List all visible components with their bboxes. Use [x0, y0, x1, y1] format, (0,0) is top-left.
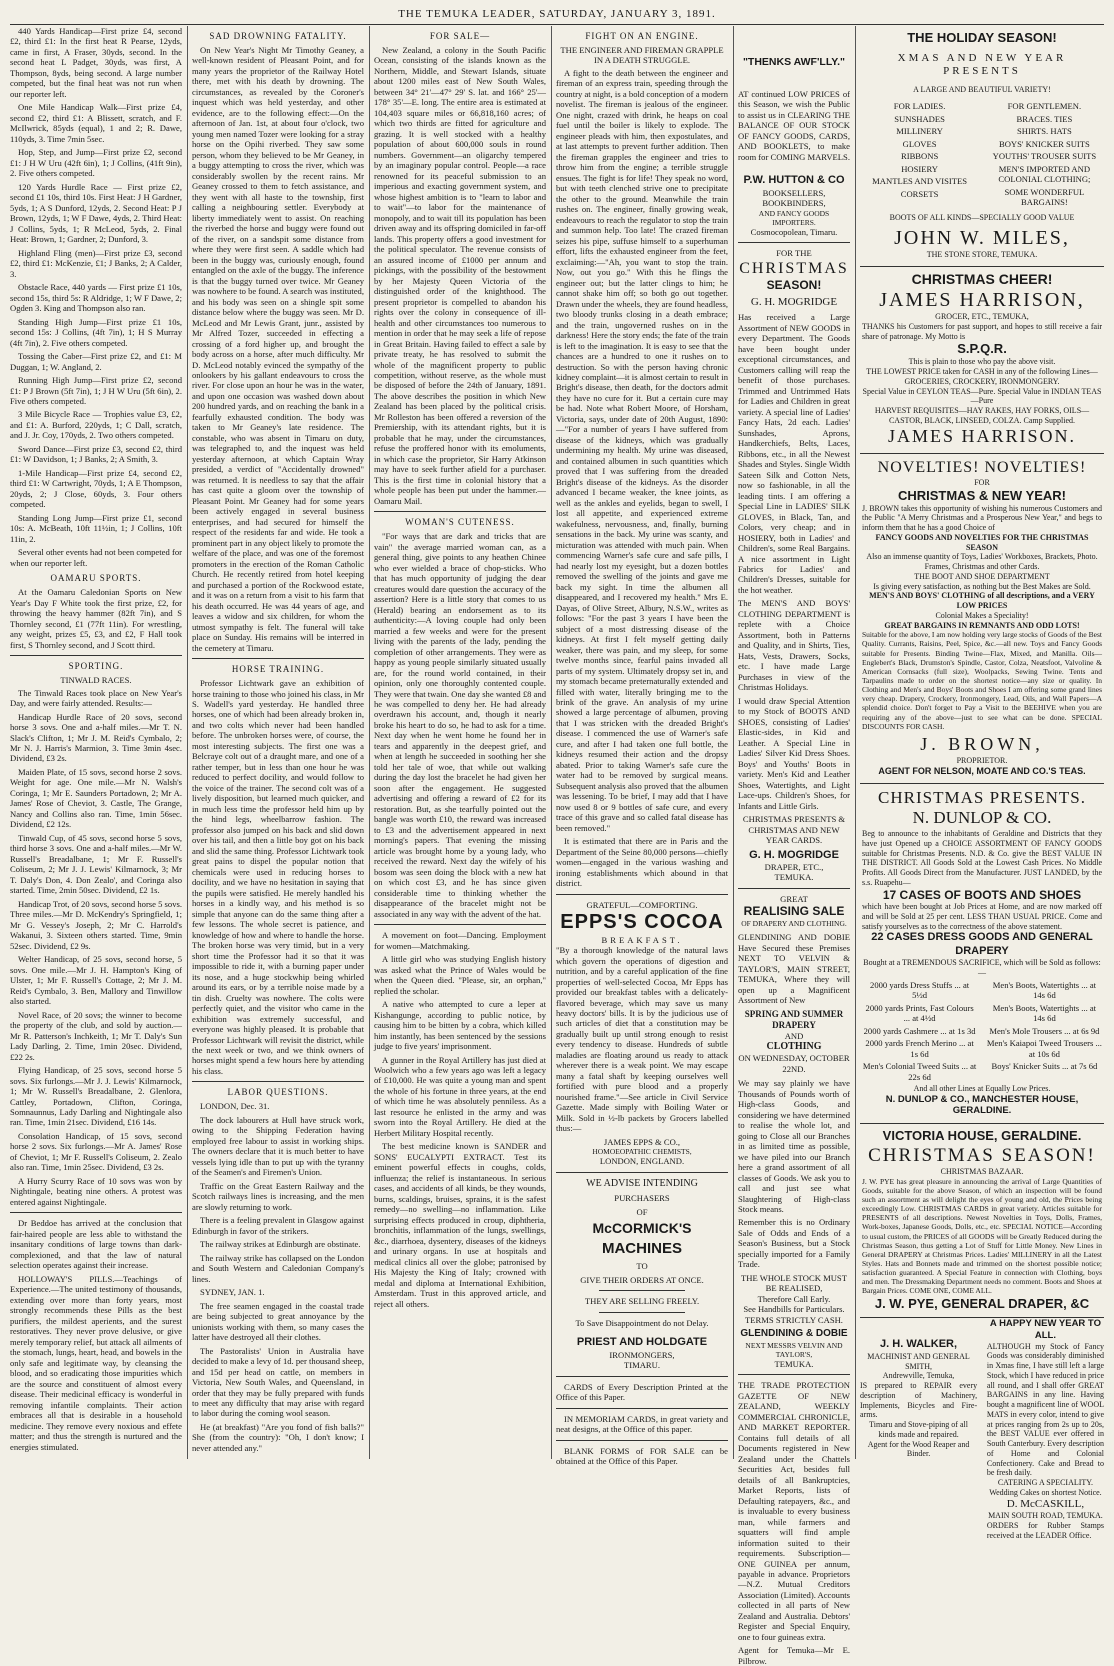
- paragraph: The railway strikes at Edinburgh are obstinate.: [200, 1239, 361, 1250]
- spqr-motto: S.P.Q.R.: [957, 341, 1007, 357]
- mcc-machines: MACHINES: [601, 1240, 682, 1258]
- paragraph: A movement on foot—Dancing. Employment for women—Matchmaking.: [374, 930, 546, 951]
- rubber-stamps: ORDERS for Rubber Stamps received at the LEADER Office.: [986, 1520, 1104, 1540]
- harrison-name-2: JAMES HARRISON.: [887, 425, 1077, 446]
- catering: CATERING A SPECIALITY.: [997, 1478, 1094, 1488]
- nelson-agent: AGENT FOR NELSON, MOATE AND CO.'S TEAS.: [878, 765, 1086, 776]
- list-item: HOSIERY: [901, 163, 938, 174]
- paragraph: Highland Fling (men)—First prize £3, second £2, third £1: McKenzie, £1; J Banks, 2; A Calder, 3.: [10, 247, 182, 279]
- column-3: [374, 26, 546, 1459]
- mcc-line-8: THEY ARE SELLING FREELY.: [584, 1296, 700, 1307]
- cases-22: 22 CASES DRESS GOODS AND GENERAL DRAPERY: [871, 931, 1093, 957]
- epps-tagline: GRATEFUL—COMFORTING.: [586, 899, 698, 910]
- drapery-clothing: OF DRAPERY AND CLOTHING.: [741, 919, 847, 929]
- paragraph: The best medicine known is SANDER and SONS' EUCALYPTI EXTRACT. Test its eminent powerful effects in coughs, colds, influenza; the relief is instantaneous. In serious cases, and accidents of all kinds, be they wounds, burns, scaldings, bruises, sprains, it is the safest remedy—no swelling—no inflammation. Like surprising effects produced in croup, diphtheria, bronchitis, inflammation of the lungs, swellings, &c., diarrhoea, dysentery, diseases of the kidneys and urinary organs. In use at hospitals and medical clinics all over the globe; patronised by His Majesty the King of Italy; crowned with medal and diploma at International Exhibition, Amsterdam. Trust in this approved article, and reject all others.: [374, 1141, 546, 1309]
- walker-body-2: Timaru and Stove-piping of all kinds made and repaired.: [869, 1420, 968, 1439]
- dunlop-body-1: Beg to announce to the inhabitants of Geraldine and Districts that they have just Opened up a CHOICE ASSORTMENT OF FANCY GOODS suitable for Christmas Presents. N.D. & Co. give the BEST VALUE IN THE DISTRICT. All Goods Sold at the Lowest Cash Prices. No Middle Profits. All Goods Direct from the Manufacturer. JUST LANDED, by the s.s. Ruapehu—: [862, 829, 1102, 887]
- ladies-list: [862, 99, 977, 209]
- holiday-headline: THE HOLIDAY SEASON!: [907, 30, 1057, 45]
- engine-body: [556, 68, 728, 889]
- paragraph: A little girl who was studying English history was asked what the Prince of Wales would be when the Queen died. "Please, sir, an orphan," replied the scholar.: [374, 954, 546, 996]
- labor-body: [192, 1101, 364, 1453]
- mcc-line-7: GIVE THEIR ORDERS AT ONCE.: [580, 1274, 704, 1285]
- paragraph: "For ways that are dark and tricks that are vain" the average married woman can, as a general thing, give points to any heathen Chinee who ever wielded a brace of chop-sticks. Who that has much opportunity of judging the dear creatures would dare question the accuracy of the assertion? Here is a little story that comes to us (Herald) bearing an endorsement as to its authenticity:—A loving couple had only been married a few weeks and were for the present living with the parents of the lady, pending the completion of other arrangements. They were as happy as young people similarly situated usually are, for the round world contained, in their opinion, only one thoroughly contented couple. They were that twain. One day she wanted £8 and he was compelled to deny her. He had already overdrawn his account, and, though it nearly broke his heart to do so, he had to ask for a time. Next day when he went home he found her in tears and apparently in the deepest grief, and when at length he succeeded in soothing her she told her tale of woe, that while out walking during the day lost the bracelet he had given her soon after the engagement. He suggested advertising and offering a reward of £2 for its restoration. But, as she tearfully pointed out the bangle was worth £10, the reward was increased to £3 and the advertisement appeared in next morning's papers. That evening the missing article was brought home by a young lady, who received the reward. Next day the wifely of his bosom was seen doing the block with a new hat on which cost £3, and he has since given considerable time to thinking whether the disappearance of the bracelet might not be associated in any way with the advent of the hat.: [374, 531, 546, 919]
- walker-body: IS prepared to REPAIR every description of Machinery, Implements, Bicycles and Fire-arms.: [860, 1381, 978, 1420]
- paragraph: The Pastoralists' Union in Australia have decided to make a levy of 1d. per thousand sheep, and 15d per head on cattle, on members in Victoria, New South Wales, and Queensland, in order that they may be fully prepared with funds to meet any difficulty that may arise with regard to labor during the coming wool season.: [192, 1345, 364, 1419]
- paragraph: SYDNEY, JAN. 1.: [200, 1287, 265, 1298]
- tinwald-heading: TINWALD RACES.: [60, 675, 132, 686]
- glendining-town: TEMUKA.: [774, 1358, 814, 1369]
- harvest-requisites: HARVEST REQUISITES—HAY RAKES, HAY FORKS, OILS—CASTOR, BLACK, LINSEED, COLZA. Camp Supplied.: [874, 406, 1090, 425]
- pye-ad: [860, 1124, 1104, 1318]
- list-item: CORSETS: [900, 188, 939, 199]
- column-1: [10, 26, 182, 1459]
- brown-body-1: J. BROWN takes this opportunity of wishing his numerous Customers and the Public "A Merry Christmas and a Prosperous New Year," and begs to inform them that he has a good Choice of: [862, 503, 1102, 533]
- paragraph: The free seamen engaged in the coastal trade are being subjected to great annoyance by the unionists working with them, so many cases the latter have destroyed all their clothes.: [192, 1300, 364, 1343]
- cards-notice: CARDS of Every Description Printed at the Office of this Paper.: [556, 1381, 728, 1403]
- presents-headline: CHRISTMAS PRESENTS.: [878, 787, 1086, 807]
- list-item: MILLINERY: [896, 126, 943, 137]
- paragraph: The Tinwald Races took place on New Year's Day, and were fairly attended. Results:—: [10, 687, 182, 709]
- paragraph: Dr Beddoe has arrived at the conclusion that fair-haired people are less able to withstand the insanitary conditions of large towns than dark-complexioned, and that the law of natural selection operates against their increase.: [10, 1218, 182, 1271]
- dunlop-ad: [860, 784, 1104, 1124]
- whole-stock: THE WHOLE STOCK MUST BE REALISED,: [741, 1272, 847, 1294]
- mccormick-ad: [556, 1178, 728, 1371]
- col3-misc: [374, 930, 546, 1309]
- christmas-word: CHRISTMAS: [739, 259, 849, 277]
- ladies-gents-lists: [862, 99, 1102, 209]
- list-item: GLOVES: [902, 138, 937, 149]
- thenks-headline: "THENKS AWF'LLY.": [742, 56, 846, 68]
- hutton-importers: AND FANCY GOODS IMPORTERS.: [758, 208, 830, 227]
- list-item: SUNSHADES: [894, 113, 945, 124]
- sale-heading: FOR SALE—: [429, 31, 491, 41]
- epps-body: "By a thorough knowledge of the natural laws which govern the operations of digestion and nutrition, and by a careful application of the fine properties of well-selected Cocoa, Mr Epps has provided our breakfast tables with a delicately-flavored beverage, which may save us many heavy doctors' bills. It is by the judicious use of such articles of diet that a constitution may be gradually built up until strong enough to resist every tendency to disease. Hundreds of subtle maladies are floating around us ready to attack wherever there is a weak point. We may escape many a fatal shaft by keeping ourselves well fortified with pure blood and a properly nourished frame."—See article in Civil Service Gazette. Made simply with Boiling Water or Milk. Sold in ½-lb packets by Grocers labelled thus:—: [556, 945, 728, 1134]
- paragraph: Consolation Handicap, of 15 sovs, second horse 2 sovs. Six furlongs.—Mr A. James' Rose of Cheviot, 1; Mr F. Russell's Coliseum, 2. Zealo also ran. Time, 1min 25sec. Dividend, £3 2s.: [10, 1130, 182, 1173]
- mccaskill-name: D. McCASKILL,: [1006, 1497, 1085, 1510]
- labor-heading: LABOR QUESTIONS.: [227, 1087, 329, 1098]
- list-item: 2000 yards Dress Stuffs ... at 5½d: [870, 979, 970, 1001]
- list-item: BOYS' KNICKER SUITS: [998, 138, 1090, 149]
- brown-body-2: Also an immense quantity of Toys, Ladies' Workboxes, Brackets, Photo. Frames, Christmas and other Cards.: [866, 552, 1098, 572]
- paragraph: Handicap Trot, of 20 sovs, second horse 5 sovs. Three miles.—Mr D. McKendry's Springfield, 1; Mr G. Vessey's Joseph, 2; Mr C. Harrold's Wakanui, 3. Sixteen others started. Time, 9min 52sec. Dividend, £2 9s.: [10, 898, 182, 951]
- blank-forms-notice: BLANK FORMS of FOR SALE can be obtained at the Office of this Paper.: [556, 1445, 728, 1467]
- harrison-name: JAMES HARRISON,: [879, 288, 1085, 311]
- list-item: MEN'S IMPORTED AND COLONIAL CLOTHING;: [998, 163, 1091, 185]
- paragraph: Obstacle Race, 440 yards — First prize £1 10s, second 15s, third 5s: R Aldridge, 1; W F Dawe, 2; Ogden 3. King and Thompson also ran.: [10, 282, 182, 314]
- glendining-ad: [738, 894, 850, 1369]
- ceylon-teas: Special Value in CEYLON TEAS—Pure. Special Value in INDIAN TEAS—Pure: [862, 386, 1102, 406]
- mogridge-body-1: Has received a Large Assortment of NEW GOODS in every Department. The Goods have been bought under exceptional circumstances, and Customers calling will reap the benefit of those purchases. Trimmed and Untrimmed Hats for Ladies and Children in great variety. A special line of Ladies' Fancy Hats, 2d each. Ladies' Sunshades, Aprons, Handkerchiefs, Belts, Laces, Ribbons, etc., in all the Newest Shades and Styles. Single Width Sateen Silk and Cotton Nets, now so fashionable, in all the leading tints. I am offering a Special Line in LADIES' SILK GLOVES, in Black, Tan, and Colors, very cheap; and in HOSIERY, both in Ladies' and Children's, some Real Bargains. A nice assortment in Light Fabrics for Ladies' and Children's Dresses, suitable for the hot weather.: [738, 312, 850, 595]
- mcc-brand: McCORMICK'S: [592, 1220, 692, 1237]
- list-item: 2000 yards French Merino ... at 1s 6d: [865, 1038, 974, 1059]
- column-5: [738, 26, 850, 1666]
- mcc-line-6: TO: [636, 1261, 648, 1272]
- epps-firm-sub: HOMOEOPATHIC CHEMISTS,: [592, 1147, 692, 1157]
- walker-address: Andrewville, Temuka,: [882, 1371, 955, 1381]
- christmas-bazaar: CHRISTMAS BAZAAR.: [940, 1167, 1024, 1176]
- fancy-goods: FANCY GOODS AND NOVELTIES FOR THE CHRISTMAS SEASON: [875, 532, 1089, 552]
- mogridge-name-2: G. H. MOGRIDGE: [749, 848, 839, 861]
- gents-heading: FOR GENTLEMEN.: [1007, 101, 1082, 112]
- hutton-trade: BOOKSELLERS, BOOKBINDERS,: [762, 187, 826, 209]
- paragraph: Standing Long Jump—First prize £1, second 10s: A. McBeath, 10ft 11½in, 1; J Collins, 10ft 11in, 2.: [10, 512, 182, 544]
- mccaskill-body: ALTHOUGH my Stock of Fancy Goods was considerably diminished in Xmas fine, I have still left a large Stock, which I have reduced in price all round, and I shall offer GREAT BARGAINS in any line. Having bought a magnificent line of WOOL MATS in every color, intend to give at prices ranging from 2s up to 20s, the BEST VALUE ever offered in South Canterbury. Every description of Home and Colonial Confectionery. Cake and Bread to be fresh daily.: [986, 1341, 1104, 1478]
- trade-agent: Agent for Temuka—Mr E. Pilbrow.: [738, 1645, 850, 1666]
- cases-17: 17 CASES OF BOOTS AND SHOES: [882, 887, 1082, 902]
- priest-trade: IRONMONGERS,: [609, 1349, 675, 1360]
- variety-line: A LARGE AND BEAUTIFUL VARIETY!: [913, 84, 1051, 94]
- mogridge-town: TEMUKA.: [774, 872, 814, 883]
- season-word: SEASON!: [766, 278, 822, 293]
- mens-clothing: MEN'S AND BOYS' CLOTHING of all descriptions, and a VERY LOW PRICES: [869, 591, 1095, 611]
- mogridge-ad: [738, 248, 850, 883]
- dunlop-name: N. DUNLOP & CO.: [912, 808, 1052, 828]
- list-item: SOME WONDERFUL BARGAINS!: [1004, 186, 1085, 208]
- paragraph: The dock labourers at Hull have struck work, owing to the Shipping Federation having employed free labour to assist in working ships. The owners declare that it is much better to have vessels lying idle than to put up with the tyranny of the Seamen's and Firemen's Union.: [192, 1114, 364, 1178]
- happy-new-year: A HAPPY NEW YEAR TO ALL.: [989, 1318, 1101, 1342]
- list-item: BRACES. TIES: [1016, 113, 1073, 124]
- oamaru-heading: OAMARU SPORTS.: [50, 573, 142, 584]
- list-item: YOUTHS' TROUSER SUITS: [992, 151, 1097, 162]
- christmas-season: CHRISTMAS SEASON!: [868, 1144, 1096, 1166]
- xmas-presents: XMAS AND NEW YEAR PRESENTS: [897, 51, 1067, 78]
- and-word: AND: [784, 1030, 804, 1041]
- woman-body: [374, 531, 546, 919]
- column-4: [556, 26, 728, 1467]
- masthead: THE TEMUKA LEADER, SATURDAY, JANUARY 3, 1891.: [10, 8, 1104, 25]
- mogridge-name: G. H. MOGRIDGE: [750, 295, 838, 308]
- paragraph: Standing High Jump—First prize £1 10s, second 15s: J Collins, (4ft 7in), 1; H S Murray (4ft 7in), 2. Five others competed.: [10, 316, 182, 348]
- walker-agent: Agent for the Wood Reaper and Binder.: [867, 1439, 970, 1459]
- priest-holdgate: PRIEST AND HOLDGATE: [576, 1336, 708, 1349]
- mccaskill-ad: [987, 1318, 1104, 1540]
- harrison-trade: GROCER, ETC., TEMUKA,: [935, 312, 1029, 322]
- memorial-notice: IN MEMORIAM CARDS, in great variety and neat designs, at the Office of this paper.: [556, 1413, 728, 1435]
- price-list: [862, 978, 1102, 1084]
- mogridge-body-2: The MEN'S AND BOYS' CLOTHING DEPARTMENT is replete with a Choice Assortment, both in Patterns and Quality, and in Shirts, Ties, Hats, Vests, Drawers, Socks, etc. I have made Large Purchases in view of the Christmas Holidays.: [738, 598, 850, 693]
- epps-subtitle: BREAKFAST.: [601, 934, 683, 945]
- dunlop-body-4: And all other Lines at Equally Low Prices.: [913, 1084, 1051, 1094]
- list-item: 2000 yards Prints, Fast Colours ... at 4½d: [865, 1002, 974, 1024]
- price-list-left: [862, 978, 977, 1084]
- lowest-price: THE LOWEST PRICE taken for CASH in any of the following Lines—GROCERIES, CROCKERY, IRONMONGERY.: [866, 367, 1098, 386]
- harrison-body: THANKS his Customers for past support, and hopes to still receive a fair share of patronage. My Motto is: [862, 321, 1102, 341]
- miles-address: THE STONE STORE, TEMUKA.: [926, 249, 1038, 259]
- wedding-cakes: Wedding Cakes on shortest Notice.: [989, 1487, 1102, 1497]
- priest-town: TIMARU.: [623, 1360, 661, 1371]
- dunlop-footer: N. DUNLOP & CO., MANCHESTER HOUSE, GERALDINE.: [885, 1093, 1079, 1117]
- sporting-heading: SPORTING.: [68, 661, 124, 672]
- clothing-word: CLOTHING: [766, 1041, 822, 1053]
- mogridge-trade: DRAPER, ETC.,: [764, 861, 824, 872]
- walker-name: J. H. WALKER,: [880, 1338, 958, 1351]
- paragraph: Tinwald Cup, of 45 sovs, second horse 5 sovs, third horse 3 sovs. One and a-half miles.—Mr W. Russell's Breadalbane, 1; Mr F. Russell's Coliseum, 2; Mr J. J. Lewis' Kilmarnock, 3; Mr T. Daly's Don, 4. Don Zealo', and Coringa also started. Time, 2min 50sec. Dividend, £2 1s.: [10, 832, 182, 896]
- mcc-line-2: PURCHASERS: [614, 1193, 670, 1204]
- paragraph: Sword Dance—First prize £3, second £2, third £1: W Davidson, 1; J Banks, 2; A Smith, 3.: [10, 443, 182, 465]
- novelties-headline: NOVELTIES! NOVELTIES!: [877, 459, 1087, 477]
- mcc-line-3: OF: [636, 1206, 648, 1217]
- horse-body: [192, 678, 364, 1076]
- list-item: Men's Boots, Watertights ... at 14s 6d: [992, 1002, 1097, 1024]
- paragraph: There is a feeling prevalent in Glasgow against Edinburgh in favor of the strikers.: [192, 1215, 364, 1236]
- list-item: Men's Boots, Watertights ... at 14s 6d: [992, 979, 1097, 1001]
- list-item: Men's Mole Trousers ... at 6s 9d: [989, 1025, 1100, 1036]
- walker-trade: MACHINIST AND GENERAL SMITH,: [867, 1351, 970, 1371]
- dunlop-body-3: Bought at a TREMENDOUS SACRIFICE, which will be Sold as follows:—: [863, 958, 1101, 977]
- terms-cash: TERMS STRICTLY CASH.: [745, 1314, 843, 1325]
- glendining-body-2: We may say plainly we have Thousands of Pounds worth of High-class Goods, and considering we have determined to realise the whole lot, and going to Close all our Branches in as limited time as possible, we have piled into our Branch here a grand assortment of all classes of Goods. We ask you to call and just see what Slaughtering of High-class Stock means.: [738, 1078, 850, 1214]
- for-word: FOR: [974, 477, 990, 487]
- great-bargains: GREAT BARGAINS IN REMNANTS AND ODD LOTS!: [884, 620, 1080, 630]
- mogridge-body-3: I would draw Special Attention to my Stock of BOOTS AND SHOES, consisting of Ladies' Elastic-sides, in Kid and Leather. A Special Line in Ladies' Silver Kid Dress Shoes. Boys' and Youths' Boots in variety. Men's Kid and Leather Shoes, Watertights, and Light Lace-ups. Children's Shoes, for Infants and Little Girls.: [738, 695, 850, 811]
- paragraph: Handicap Hurdle Race of 20 sovs, second horse 3 sovs. One and a-half miles.—Mr T. N. Slack's Clifton, 1; Mr J. M. Reid's Cymbalo, 2; Mr N. J. Harris's Marmion, 3. Time 3min 4sec. Dividend, £3 2s.: [10, 711, 182, 764]
- cheer-headline: CHRISTMAS CHEER!: [911, 270, 1053, 287]
- epps-firm: JAMES EPPS & CO.,: [603, 1136, 681, 1147]
- walker-ad: [860, 1318, 977, 1540]
- paragraph: Maiden Plate, of 15 sovs, second horse 2 sovs. Weight for age. One mile.—Mr N. Walsh's Coringa, 1; Mr E. Saunders Portadown, 2; Mr A. James' Rose of Cheviot, 3. Castle, The Grange, Nancy and Collins also ran. Time, 1min 56sec. Dividend, £2 12s.: [10, 766, 182, 830]
- paragraph: 3 Mile Bicycle Race — Trophies value £3, £2, and £1: A. Burford, 220yds, 1; C Dall, scratch, and J. Jr. Coy, 170yds, 2. Two others competed.: [10, 409, 182, 441]
- mcc-line-1: WE ADVISE INTENDING: [586, 1177, 698, 1189]
- paragraph: HOLLOWAY'S PILLS.—Teachings of Experience.—The united testimony of thousands, extending over more than forty years, most strongly recommends these Pills as the best purifiers, the mildest aperients, and the surest restoratives. They never prove delusive, or give merely temporary relief, but attack all ailments of the stomach, lungs, heart, head, and bowels in the only safe and legitimate way, by cleansing the blood, and so eradicating those impurities which are the source and constituent of almost every disease. Their medicinal efficacy is wonderful in removing infantile complaints. Their action embraces all that is desirable in a household medicine. They remove every noxious and effete matter; and thus the strength is nurtured and the energies stimulated.: [10, 1273, 182, 1452]
- column-2: [192, 26, 364, 1459]
- boot-dept: THE BOOT AND SHOE DEPARTMENT: [914, 571, 1050, 581]
- paragraph: Hop, Step, and Jump—First prize £2, second £1: J H W Uru (42ft 6in), 1; J Collins, (41ft 9in), 2. Five others competed.: [10, 147, 182, 179]
- paragraph: Traffic on the Great Eastern Railway and the Scotch railways lines is increasing, and the men are slowly returning to work.: [192, 1180, 364, 1212]
- column-6: [860, 26, 1104, 1540]
- epps-address: LONDON, ENGLAND.: [599, 1156, 685, 1167]
- paragraph: Welter Handicap, of 25 sovs, second horse, 5 sovs. One mile.—Mr J. H. Hampton's King of Ulster, 1; Mr F. Russell's Cottage, 2; Mr J. M. Reid's Cymbalo, 3. Ben, Mallory and Tinwillow also started.: [10, 954, 182, 1007]
- glendining-body-3: Remember this is no Ordinary Sale of Odds and Ends of a Season's Business, but a Stock specially imported for a Family Trade.: [738, 1217, 850, 1270]
- colonial-makes: Colonial Makes a Speciality!: [935, 610, 1029, 620]
- paragraph: Professor Lichtwark gave an exhibition of horse training to those who joined his class, in Mr S. Wadell's yard yesterday. He handled three horses, one of which had been already broken in, and two colts which never had been handled before. The unbroken horses were, of course, the most interesting subjects. The first one was a Belcraye colt out of a draught mare, and one of a rather temper, but in less than one hour he was reduced to perfect docility, and would follow to the voice of the trainer. The second colt was of a lively disposition, but learned much quicker, and in much less time the professor held him up by the hind legs, wheelbarrow fashion. The professor also jumped on his back and slid down over his tail, and then a little boy got on his back and slid the same thing. Professor Lichtwark took great pains to dispel the popular notion that chemicals were used in reducing horses to docility, and we have no hesitation in saying that the pupils were satisfied. He merely handled his horses in a kindly way, and his method is so simple that anyone can do the same thing after a few lessons. The whole secret is patience, and knowledge of how and where to handle the horse. The broken horse was very timid, but in a very short time the Professor had it so that it was impossible to ride it, with a burning paper under its nose, and a huge stockwhip being whirled around its ears, or by a terrible noise made by a tin dish. Cruelty was nowhere. The colts were perfectly quiet, and the visitor who came in the exhibition was extremely successful, and everyone was highly pleased. It is probable that Professor Lichtwark will revisit the district, while the next week or two, and we think owners of horses might spend a few hours here by attending his class.: [192, 678, 364, 1076]
- columns: [10, 26, 1104, 1666]
- tinwald-body: [10, 688, 182, 1208]
- miles-ad: [860, 26, 1104, 267]
- for-the: FOR THE: [776, 248, 812, 259]
- woman-heading: WOMAN'S CUTENESS.: [405, 517, 515, 528]
- misc-notes: [10, 1218, 182, 1452]
- list-item: RIBBONS: [900, 151, 939, 162]
- engine-subheading: THE ENGINEER AND FIREMAN GRAPPLE IN A DEATH STRUGGLE.: [560, 44, 724, 66]
- sports-results: [10, 26, 182, 568]
- spqr-body: This is plain to those who pay the above visit.: [908, 357, 1056, 367]
- price-list-right: [987, 978, 1102, 1084]
- mogridge-footer: CHRISTMAS PRESENTS & CHRISTMAS AND NEW YEAR CARDS.: [742, 814, 846, 846]
- miles-name: JOHN W. MILES,: [894, 226, 1070, 249]
- list-item: Boys' Knicker Suits ... at 7s 6d: [991, 1061, 1098, 1072]
- glendining-body-1: GLENDINING AND DOBIE Have Secured these Premises NEXT TO VELVIN & TAYLOR'S, MAIN STREET, TEMUKA, Where they will open up a Magnificent Assortment of New: [738, 932, 850, 1006]
- paragraph: Several other events had not been competed for when our reporter left.: [10, 547, 182, 568]
- paragraph: LONDON, Dec. 31.: [200, 1101, 270, 1112]
- paragraph: 440 Yards Handicap—First prize £4, second £2, third £1: In the first heat R Pearse, 12yds, came in first, A Fraser, 30yds, second. In the second heat L Padget, 30yds, was first, A Thompson, 8yds, being second. A large number competed, but the final heat was not run when our reporter left.: [10, 26, 182, 99]
- horse-heading: HORSE TRAINING.: [231, 664, 325, 675]
- drowning-body: [192, 45, 364, 653]
- paragraph: A fight to the death between the engineer and fireman of an express train, speeding through the country at night, is a bold conception of a modern novelist. The fireman is jealous of the engineer. One night, crazed with drink, he heaps on coal fuel until the boiler is likely to explode. The engineer pleads with him, then expostulates, and at last attempts to prevent further addition. Then the fireman grapples the engineer and tries to throw him from the engine; a terrible struggle ensues. The fight is for life! They speak no word, but with teeth clenched strive one to precipitate the other to the ground. Meanwhile the train rushes on. The engineer, finally growing weak, endeavours to reach the regulator to stop the train and summon help. Too late! The crazed fireman seizes his pipe, suffuse himself to a superhuman effort, lifts the exhausted engineer from the feet, exclaiming:—"Ah, you want to stop the train. Now, out you go." With this he flings the engineer out; but the latter clings to him; he cannot shake him off; so both go out together. Drawn under the wheels, they are found headless, two bloody trunks closing in a death embrace; and the train, ungoverned rushes on in the darkness! Here the story ends; the fate of the train is left to the imagination. It is easy to see that the chances are a hundred to one it rushes on to destruction. So with the person having chronic kidney complaint—it is almost certain to result in Bright's disease, then death, for the doctors admit they have no cure for it. But a certain cure may be had. Note what Robert Moore, of Horsham, Victoria, says, under date of 20th August, 1890:—"For a number of years I have suffered from disease of the kidneys, which was gradually undermining my health. My urine was diseased, and contained albumen in such quantities which proved that I was suffering from the dreaded Bright's disease of the kidneys. As the disorder advanced I became weaker, the knee joints, as well as the ankles and eyelids, began to swell, I lost all appetite, and experienced extreme wakefulness, nervousness, and, finally, burning sensations in the back. My urine was scanty, and micturation was attended with much pain. When commencing Warner's safe cure and safe pills, I had nearly lost my eyesight, but a dozen bottles removed the swelling of the joints and gave me back my sight. In time the albumen all disappeared, and I recovered my health." Mrs E. Dayas, of Olive Street, Albury, N.S.W., writes as follows: "For the past 3 years I have been the subject of a most distressing disease of the kidneys. At first I felt myself getting daily weaker, there was pain, and my sleep, for some twelve months since, fearful pains invaded all parts of my system. Ultimately dropsy set in, and my stomach became preternaturally extended and filled with water, literally bringing me to the brink of the grave. An analysis of my urine showed a large percentage of albumen, proving that I was stricken with the dreaded Bright's disease. I commenced the use of Warner's safe cure, and after I had taken one full bottle, the kidneys resumed their action and the dropsy abated. Prior to taking Warner's safe cure the water had to be removed by surgical means. Subsequent analysis also proved that the albumen was lessening. To be brief, I may add that I have now used 8 or 9 bottles of safe cure, and every trace of this grave and so called fatal disease has been removed.": [556, 67, 728, 833]
- paragraph: 120 Yards Hurdle Race — First prize £2, second £1 10s, third 10s. First Heat: J H Gardner, 5yds, 1; A S Dunford, 12yds, 2. Second Heat: P J Brown, 12yds, 1; W F Dawe, 4yds, 2. Third Heat: J Collins, 5yds, 1; R McLeod, 5yds, 2. Final Heat: Brown, 1; Gardner, 2; Dunford, 3.: [10, 181, 182, 245]
- brown-body-4: Suitable for the above, I am now holding very large stocks of Goods of the Best Quality. Currants, Raisins, Peel, Spice, &c.—all new. Toys and Fancy Goods suitable for Presents. Binding Twine—Flax, Mixed, and Manilla. Oils—Englebert's Black, Drumston's Spindle, Castor, Colza, Neatsfoot, Valvoline & American Cornsacks (full size), Woolpacks, Sewing Twine. Tents and Tarpaulins made to order on the shortest notice—any size or quality. In Clothing and Men's and Boys' Boots and Shoes I am offering some grand lines very cheap. Drapery, Crockery, Ironmongery, Lead, Oils, and Wall Papers—A splendid choice. Don't forget to Pay a Visit to the BEEHIVE when you are requiring any of the above—just to see what can be done. SPECIAL DISCOUNTS FOR CASH.: [862, 630, 1102, 731]
- paragraph: One Mile Handicap Walk—First prize £4, second £2, third £1: A Blissett, scratch, and F. McIlwrick, 85yds (equal), 1 and 2; R. Dawe, 110yds, 3. Time 7min 5sec.: [10, 102, 182, 144]
- paragraph: It is estimated that there are in Paris and the Department of the Seine 80,000 persons—chiefly women—engaged in the various washing and ironing establishments which abound in that district.: [556, 836, 728, 889]
- list-item: Men's Colonial Tweed Suits ... at 22s 6d: [862, 1061, 977, 1082]
- harrison-ad: [860, 267, 1104, 455]
- ladies-heading: FOR LADIES.: [893, 101, 946, 112]
- list-item: MANTLES AND VISITES: [872, 176, 968, 187]
- epps-cocoa-ad: [556, 900, 728, 1167]
- paragraph: 1-Mile Handicap—First prize £4, second £2, third £1: W Cartwright, 70yds, 1; A E Thompson, 20yds, 2; J Close, 60yds, 3. Four others competed.: [10, 467, 182, 510]
- paragraph: Tossing the Caber—First prize £2, and £1: M Duggan, 1; W. Angland, 2.: [10, 351, 182, 372]
- paragraph: He (at breakfast) "Are you fond of fish balls?" She (from the country): "Oh, I don't know; I never attended any.": [192, 1421, 364, 1453]
- mcc-line-9: To Save Disappointment do not Delay.: [575, 1317, 709, 1328]
- glendining-name: GLENDINING & DOBIE: [740, 1328, 848, 1340]
- opening-date: ON WEDNESDAY, OCTOBER 22ND.: [738, 1053, 850, 1074]
- list-item: Men's Kaiapoi Tweed Trousers ... at 10s 6d: [986, 1038, 1102, 1059]
- trade-gazette: THE TRADE PROTECTION GAZETTE OF NEW ZEALAND, WEEKLY COMMERCIAL CHRONICLE, AND MARKET REPORTER. Contains full details of all Documents registered in New Zealand under the Chattels Securities Act, besides full details of all Bankruptcies, Market Reports, lists of Defaulting ratepayers, &c., and is invaluable to every business man, while farmers and squatters will find ample information suited to their requirements. Subscription—ONE GUINEA per annum, payable in advance. Proprietors—N.Z. Mutual Creditors Association (Limited). Accounts collected in all parts of New Zealand and Australia. Debtors' Register and Special Enquiry, one to four guineas extra.: [738, 1380, 850, 1642]
- glendining-address: NEXT MESSRS VELVIN AND TAYLOR'S,: [745, 1340, 843, 1359]
- dunlop-body-2: which have been bought at Job Prices at Home, and are now marked off and will be Sold at 25 per cent. LESS THAN USUAL PRICE. Come and satisfy yourselves as to the correctness of the above statement.: [862, 902, 1102, 931]
- mccaskill-address: MAIN SOUTH ROAD, TEMUKA.: [988, 1511, 1103, 1520]
- boots-line: BOOTS OF ALL KINDS—SPECIALLY GOOD VALUE: [889, 212, 1075, 222]
- paragraph: A native who attempted to cure a leper at Kishangunge, according to public notice, by causing him to be bitten by a cobra, which killed him instantly, has been sentenced by the sessions judge to five years' imprisonment.: [374, 999, 546, 1052]
- thenks-body: AT continued LOW PRICES of this Season, we wish the Public to assist us in CLEARING THE BALANCE OF OUR STOCK OF FANCY GOODS, CARDS, AND BOOKLETS, to make room for COMING MARVELS.: [738, 88, 850, 162]
- paragraph: A gunner in the Royal Artillery has just died at Woolwich who a few years ago was left a legacy of £10,000. He was quite a young man and spent the whole of his fortune in three years, at the end of which time he was absolutely penniless. As a last resource he enlisted in the army and was sworn into the Royal Artillery. He died at the Herbert Military Hospital recently.: [374, 1054, 546, 1138]
- drowning-heading: SAD DROWNING FATALITY.: [209, 31, 347, 41]
- paragraph: Running High Jump—First prize £2, second £1: P J Brown (5ft 7in), 1; J H W Uru (5ft 6in), 2. Five others competed.: [10, 375, 182, 406]
- handbills: See Handbills for Particulars.: [743, 1304, 845, 1315]
- paragraph: Novel Race, of 20 sovs; the winner to become the property of the club, and sold by auction.—Mr R. Patterson's Inchkeith, 1; Mr T. Daly's Sun Lady Darling, 2. Time, 1min 20sec. Dividend, £22 2s.: [10, 1009, 182, 1062]
- paragraph: At the Oamaru Caledonian Sports on New Year's Day F White took the first prize, £2, for throwing the heavy hammer (82ft 7in), and S Thornley second, £1 (77ft 11in). For wrestling, any weight, prizes £5, £3, and £2, F Hall took first, S Thornley second, and J Scott third.: [10, 587, 182, 650]
- sale-body: [374, 45, 546, 506]
- great-word: GREAT: [780, 893, 808, 904]
- victoria-house: VICTORIA HOUSE, GERALDINE.: [882, 1127, 1082, 1143]
- brown-ad: [860, 454, 1104, 783]
- bottom-ads: [860, 1318, 1104, 1540]
- epps-title: EPPS'S COCOA: [560, 911, 724, 934]
- pye-name: J. W. PYE, GENERAL DRAPER, &C: [874, 1295, 1090, 1311]
- paragraph: A Hurry Scurry Race of 10 sovs was won by Nightingale, beating nine others. A protest was entered against Nightingale.: [10, 1175, 182, 1207]
- paragraph: Flying Handicap, of 25 sovs, second horse 5 sovs. Six furlongs.—Mr J. J. Lewis' Kilmarnock, 1; Mr W. Russell's Breadalbane, 2. Glenlora, Cattley, Portadown, Clifton, Coringa, Somnaunnus, Lady Darling and Nightingale also ran. Time, 1min 21sec. Dividend, £16 14s.: [10, 1065, 182, 1128]
- hutton-address: Cosmocopolean, Timaru.: [750, 226, 838, 237]
- paragraph: The railway strike has collapsed on the London and South Western and Caledonian Company's lines.: [192, 1252, 364, 1284]
- pye-body: J. W. PYE has great pleasure in announcing the arrival of Large Quantities of Goods, suitable for the above Season, of which an inspection will be found such an assortment as will delight the eyes of young and old, the Prices being exceedingly Low. CHRISTMAS CARDS in great variety. Articles suitable for PRESENTS of all descriptions. Newest Novelties in Toys, Dolls, Frames, Work-boxes, Japanese Goods, Dolls, etc., etc. SPECIAL NOTICE—According to usual custom, the PRICES of all GOODS will be Greatly Reduced during the Christmas Season, thus getting a Lot of Stuff for Little Money. New Lines in General DRAPERY at Christmas Prices. Ladies' MILLINERY in all the Latest Styles. Hats and Bonnets made and trimmed on the shortest possible notice; satisfaction guaranteed. A Special Feature in connection with Clothing, boys and men. The Dressmaking Department needs no comment. Boots and Shoes at Bargain Prices. COME ONE, COME ALL.: [862, 1176, 1102, 1296]
- call-early: Therefore Call Early.: [757, 1293, 831, 1304]
- brown-name: J. BROWN,: [920, 733, 1044, 754]
- list-item: SHIRTS. HATS: [1016, 126, 1072, 137]
- gents-list: [987, 99, 1102, 209]
- engine-heading: FIGHT ON AN ENGINE.: [585, 31, 699, 41]
- paragraph: On New Year's Night Mr Timothy Geaney, a well-known resident of Pleasant Point, and for many years the proprietor of the Railway Hotel there, met with his death by drowning. The circumstances, as revealed by the Coroner's inquest which was held yesterday, and other evidence, are to the following effect:—On the afternoon of Jan. 1st, at about four o'clock, two young men named Tozer were looking for a stray horse on the Opihi riverbed. They saw some person, whom they believed to be Mr Geaney, in a buggy attempting to cross the river, which was considerably swollen by the recent rains. Mr Geaney crossed to them to fetch assistance, and they went with all haste to the township, first calling a neighbouring settler. Everybody at liberty immediately went to assist. On reaching the riverbed the horse and buggy were found out of the river, on a sandspit some distance from where they were first seen. A saddle which had been in the buggy was, curiously enough, found entangled on the axle of the buggy. The inference is that the buggy turned over twice. Mr Geaney was nowhere to be found. A search was instituted, and his body was seen on a shingle spit some distance below where the buggy was seen. Mr D. McLeod and Mr Lewis Grant, junr., assisted by Mr Alfred Tozer, succeeded in effecting a crossing of a ford higher up, and brought the body across on a horse, after much difficulty. Mr D. McLeod notably evinced the sympathy of the onlookers by his gallant endeavours to cross the river. For close upon an hour he was in the water, and upon one occasion was washed down about 200 hundred yards, and on reaching the bank in a fearfully exhausted condition. The body was taken to Mr Geaney's late residence. The constable, who was absent in Timaru on duty, was telegraphed to, and the inquest was held yesterday afternoon, at which Captain Wray presided, a verdict of "Accidentally drowned" was returned. It is needless to say that the affair has cast quite a gloom over the township of Pleasant Point. Mr Geaney had for some years been actively engaged in several business enterprises, and had secured for himself the respect of the residents far and wide. He took a prominent part in any object likely to promote the welfare of the place, and was one of the foremost promoters in the erection of the Roman Catholic Church. He recently retired from hotel keeping and purchased a portion of the Rockwood estate, and it was on a return from a visit to his farm that his death occurred. He was 44 years of age, and leaves a widow and six children, for whom the utmost sympathy is felt. The funeral will take place on Sunday. His remains will be interred in the cemetery at Timaru.: [192, 44, 364, 653]
- brown-body-3: Is giving every satisfaction, as nothing but the Best Makes are Sold.: [873, 581, 1091, 591]
- hutton-name: P.W. HUTTON & CO: [743, 174, 845, 187]
- spring-summer: SPRING AND SUMMER DRAPERY: [744, 1008, 844, 1030]
- realising-sale: REALISING SALE: [743, 904, 845, 919]
- oamaru-body: [10, 587, 182, 650]
- thenks-ad: [738, 56, 850, 237]
- xmas-new-year: CHRISTMAS & NEW YEAR!: [897, 487, 1067, 503]
- brown-proprietor: PROPRIETOR.: [956, 755, 1008, 765]
- list-item: 2000 yards Cashmere ... at 1s 3d: [863, 1025, 976, 1036]
- paragraph: New Zealand, a colony in the South Pacific Ocean, consisting of the islands known as the Northern, Middle, and Stewart Islands, situate about 1200 miles east of New South Wales, between 34° 21'—47° 29' S. lat. and 166° 25'—178° 35'—E. long. The entire area is estimated at 104,403 square miles or 66,818,160 acres; of which two thirds are fitted for agriculture and grazing. It is well stocked with a healthy population of about 600,000 souls in round numbers. Government—an oligarchy tempered by an imaginary popular control. People—a race renowned for its peaceful submission to an imperious and exacting government system, and whose highest ambition is to "learn to labor and to wait"—to labor for the maintenance of monopoly, and to wait till its population has been driven away and its offspring domiciled in far-off lands. This property offers a good investment for the political speculator. The revenue consists of an assured income of £1000 per annum and pickings, with the possibility of the bestowment by her Majesty Queen Victoria of the distinguished order of the knighthood. The present proprietor is compelled to abandon his rights over the colony in consequence of ill-health and other circumstances too numerous to mention in order that he may seek a life of repose in Great Britain. Having failed to effect a sale by private treaty, he has resolved to submit the whole of the magnificent property to public competition, without reserve, as the whole must be disposed of before the 24th of January, 1891. The above describes the position in which New Zealand has been placed by the political crisis. Mr Rolleston has been offered a reversion of the Premiership, with its attendant rights, but it is probable that he may, under the circumstances, refuse the proffered honor with its emoluments, in which case the proprietor, Sir Harry Atkinson may have to seek further afield for a purchaser. This is the first time in colonial history that a whole people has been put under the hammer.—Oamaru Mail.: [374, 44, 546, 506]
